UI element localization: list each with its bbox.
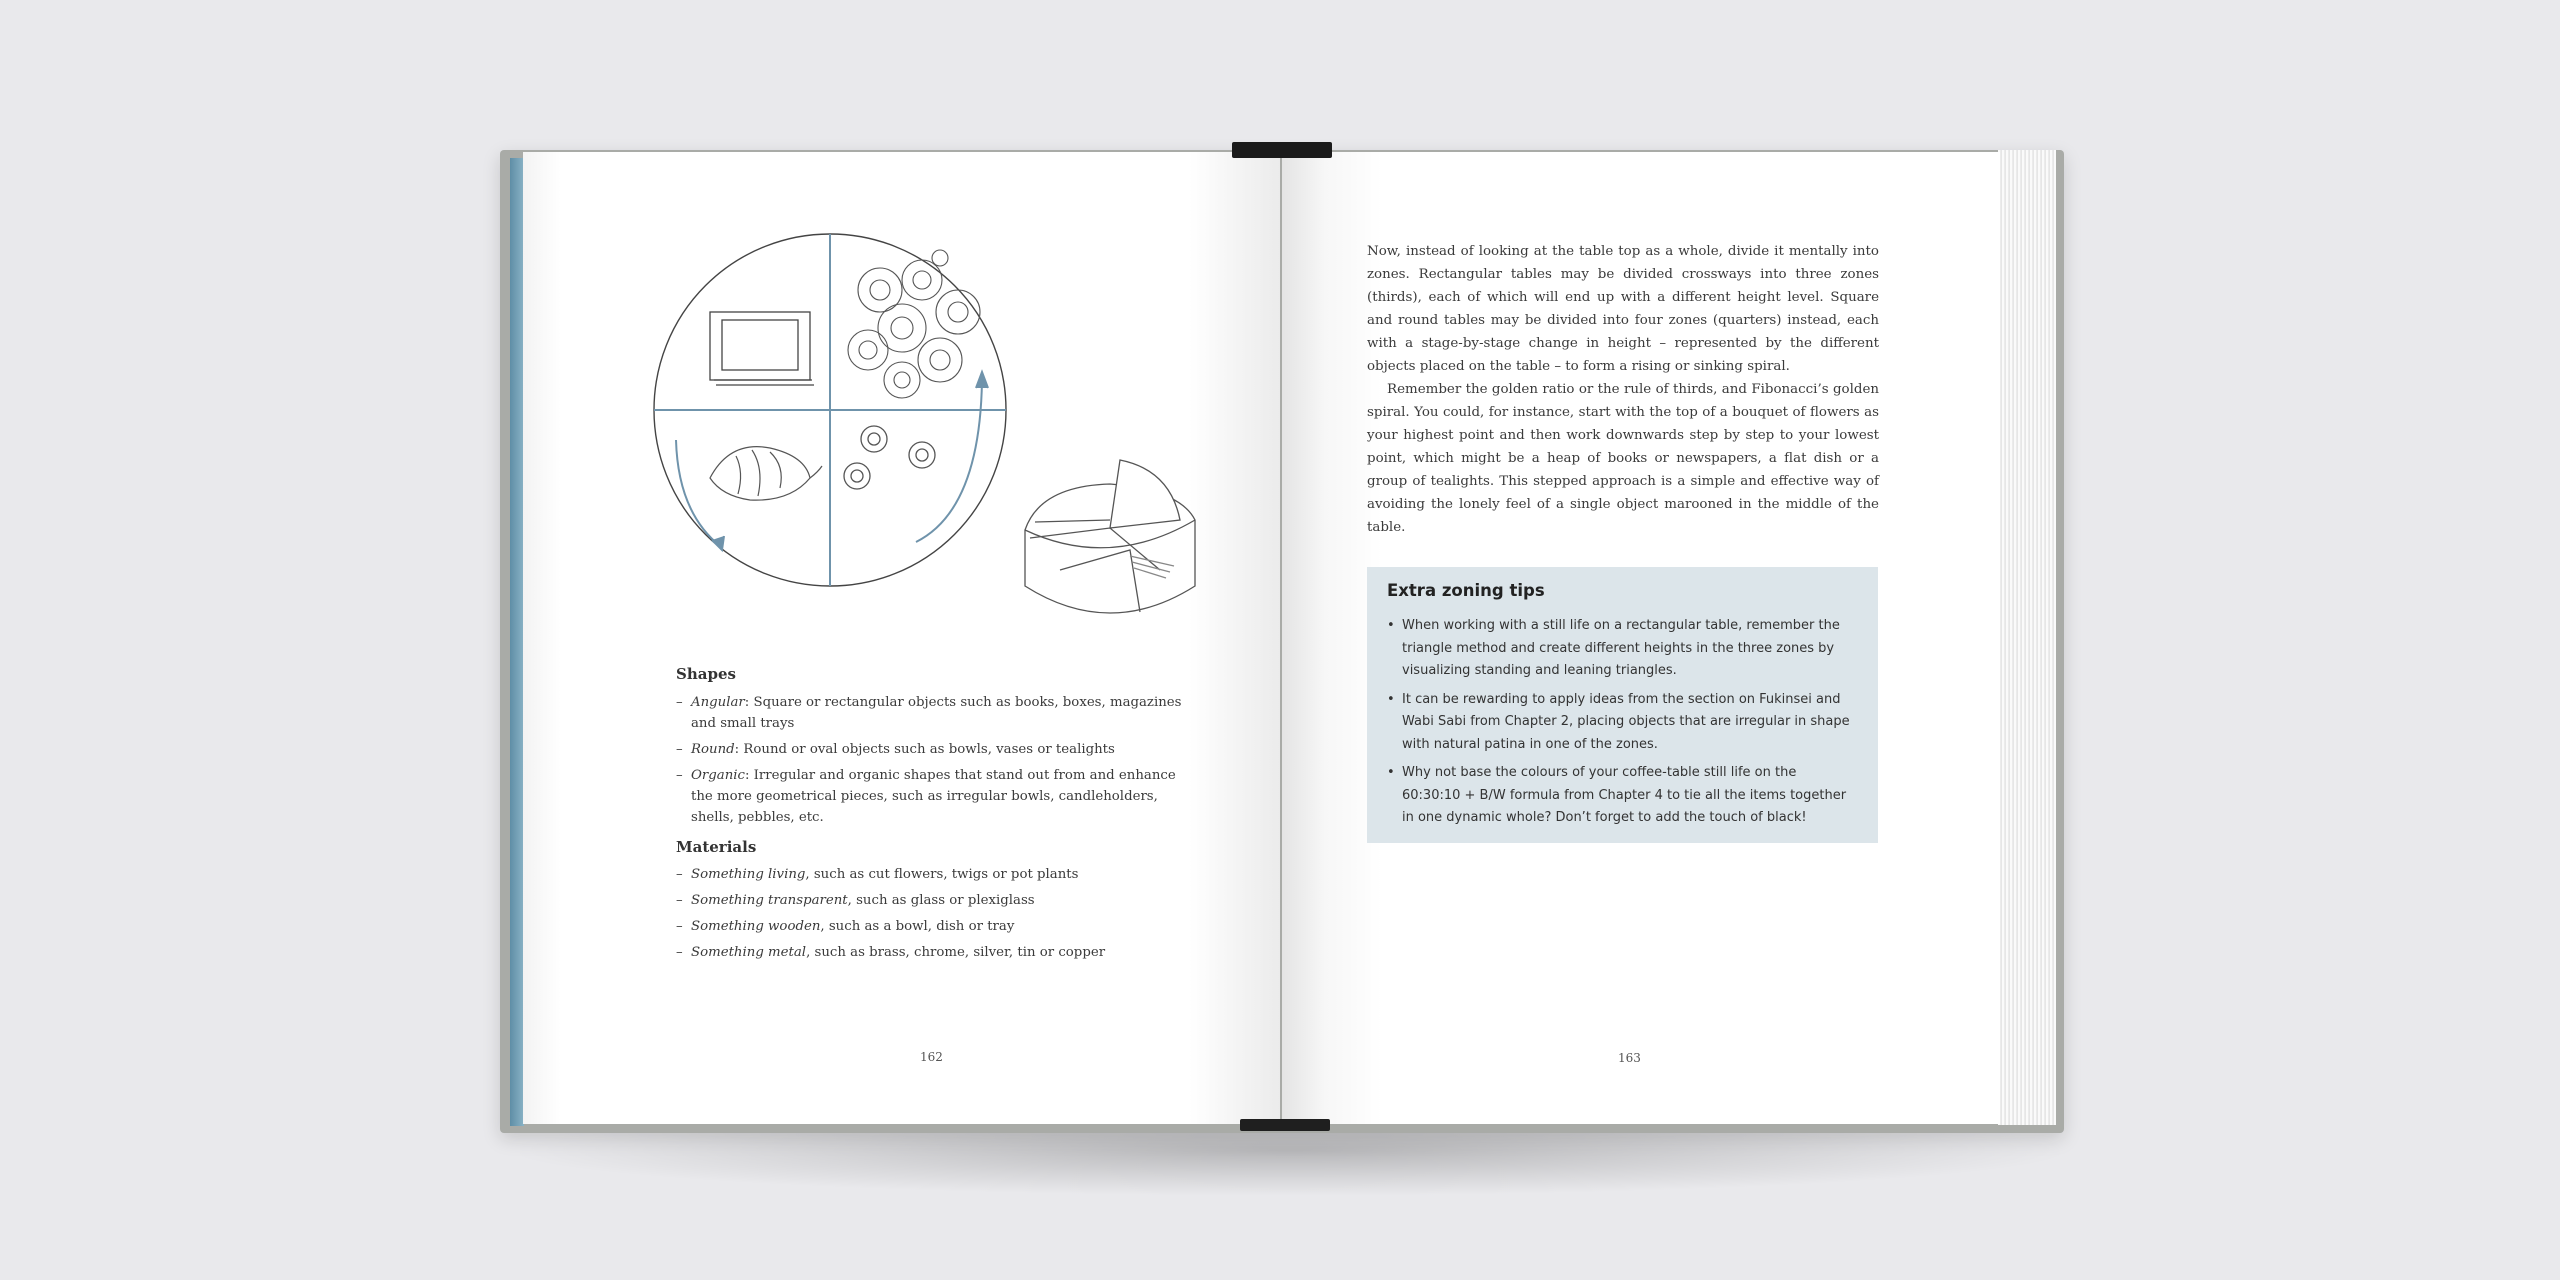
list-item xyxy=(676,765,1188,828)
list-item-text: : Square or rectangular objects such as books, boxes, magazines and small trays xyxy=(691,695,1182,731)
list-item xyxy=(676,739,1188,760)
book-gutter xyxy=(1232,142,1332,158)
paragraph: Remember the golden ratio or the rule of thirds, and Fibonacci’s golden spiral. You could, for instance, start with the top of a bouquet of flowers as your highest point and then work downwards step by step to your lowest point, which might be a heap of books or newspapers, a flat dish or a group of tealights. This stepped approach is a simple and effective way of avoiding the lonely feel of a single object marooned in the middle of the table. xyxy=(1367,382,1879,535)
tip-item: • When working with a still life on a rectangular table, remember the triangle method and create different heights in the three zones by visualizing standing and leaning triangles. xyxy=(1387,615,1857,683)
cake-sketch xyxy=(1025,460,1195,613)
zoning-illustration xyxy=(640,220,1240,660)
list-item-term: Round xyxy=(691,742,735,757)
list-item-text: : Round or oval objects such as bowls, vases or tealights xyxy=(734,742,1115,757)
list-item xyxy=(676,916,1188,937)
list-item xyxy=(676,692,1188,734)
list-item xyxy=(676,942,1188,963)
book-spine-edge xyxy=(510,158,524,1126)
tip-item: • Why not base the colours of your coffee-table still life on the 60:30:10 + B/W formula from Chapter 4 to tie all the items together in one dynamic whole? Don’t forget to add the touch of black! xyxy=(1387,762,1857,830)
book-gutter-bottom xyxy=(1240,1119,1330,1131)
list-item xyxy=(676,890,1188,911)
tips-list xyxy=(1387,615,1857,836)
list-item-term: Something transparent xyxy=(691,893,848,908)
book-sketch xyxy=(710,312,814,385)
page-number-right: 163 xyxy=(1618,1051,1641,1065)
list-item-term: Something wooden xyxy=(691,919,821,934)
list-item-text: : Irregular and organic shapes that stand out from and enhance the more geometrical pieces, such as irregular bowls, candleholders, shells, pebbles, etc. xyxy=(691,768,1176,825)
page-stack xyxy=(1998,150,2056,1125)
materials-list xyxy=(676,864,1188,968)
list-item-term: Something living xyxy=(691,867,806,882)
list-item xyxy=(676,864,1188,885)
list-item-term: Something metal xyxy=(691,945,807,960)
list-item-text: , such as brass, chrome, silver, tin or copper xyxy=(806,945,1106,960)
tips-title: Extra zoning tips xyxy=(1387,581,1545,600)
tips-box xyxy=(1367,567,1878,843)
right-page-body xyxy=(1367,240,1879,539)
list-item-text: , such as glass or plexiglass xyxy=(847,893,1035,908)
paragraph: Now, instead of looking at the table top as a whole, divide it mentally into zones. Rectangular tables may be divided crossways into three zones (thirds), each of which will end up with a different height level. Square and round tables may be divided into four zones (quarters) instead, each with a stage-by-stage change in height – represented by the different objects placed on the table – to form a rising or sinking spiral. xyxy=(1367,244,1879,374)
tip-item: • It can be rewarding to apply ideas from the section on Fukinsei and Wabi Sabi from Chapter 2, placing objects that are irregular in shape with natural patina in one of the zones. xyxy=(1387,689,1857,757)
page-number-left: 162 xyxy=(920,1050,943,1064)
list-item-text: , such as cut flowers, twigs or pot plants xyxy=(805,867,1079,882)
list-item-term: Angular xyxy=(691,695,745,710)
materials-heading: Materials xyxy=(676,838,757,856)
shapes-heading: Shapes xyxy=(676,665,736,683)
shapes-list xyxy=(676,692,1188,833)
list-item-term: Organic xyxy=(691,768,745,783)
list-item-text: , such as a bowl, dish or tray xyxy=(820,919,1015,934)
